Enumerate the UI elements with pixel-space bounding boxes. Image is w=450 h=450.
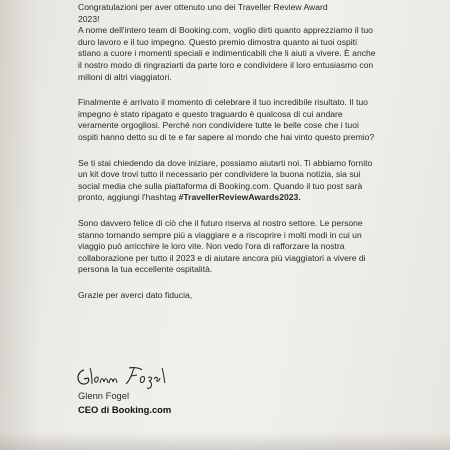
- paragraph-2: Finalmente è arrivato il momento di celebrare il tuo incredibile risultato. Il tuo impegno è stato ripagato e questo traguardo è qualcosa di cui andare veramente orgogliosi. Perché non condividere tutte le belle cose che i tuoi ospiti hanno detto su di te e far sapere al mondo che hai vinto questo premio?: [78, 97, 375, 142]
- signer-title: CEO di Booking.com: [78, 404, 172, 415]
- paragraph-3-text: Se ti stai chiedendo da dove iniziare, possiamo aiutarti noi. Ti abbiamo fornito un kit dove trovi tutto il necessario per condividere la buona notizia, sia sui social media che sulla piattaforma di Booking.com. Quando il tuo post sarà pronto, aggiungi l'hashtag: [78, 157, 373, 203]
- page-shadow-left: [0, 0, 40, 450]
- closing-line: Grazie per averci dato fiducia,: [78, 289, 193, 300]
- intro-line-1: Congratulazioni per aver ottenuto uno dei Traveller Review Award: [78, 2, 328, 12]
- hashtag: #TravellerReviewAwards2023.: [178, 192, 301, 203]
- signer-name: Glenn Fogel: [78, 390, 130, 401]
- handwritten-signature: [74, 362, 194, 390]
- paragraph-4: Sono davvero felice di ciò che il futuro riserva al nostro settore. Le persone stanno tornando sempre più a viaggiare e a riscoprire i molti modi in cui un viaggio può arricchire le loro vite. Non vedo l'ora di rafforzare la nostra collaborazione per tutto il 2023 e di aiutare ancora più viaggiatori a vivere di persona la tua eccellente ospitalità.: [78, 217, 366, 275]
- letter-body: [78, 2, 378, 301]
- paragraph-3: [78, 158, 378, 204]
- page-shadow-bottom: [0, 432, 450, 450]
- intro-line-2: 2023!: [78, 13, 100, 24]
- paragraph-1: A nome dell'intero team di Booking.com, voglio dirti quanto apprezziamo il tuo duro lavoro e il tuo impegno. Questo premio dimostra quanto ai tuoi ospiti stiano a cuore i momenti speciali e indimenticabili che li aiuti a vivere. È anche il nostro modo di ringraziarti da parte loro e condividere il loro entusiasmo con milioni di altri viaggiatori.: [78, 25, 376, 82]
